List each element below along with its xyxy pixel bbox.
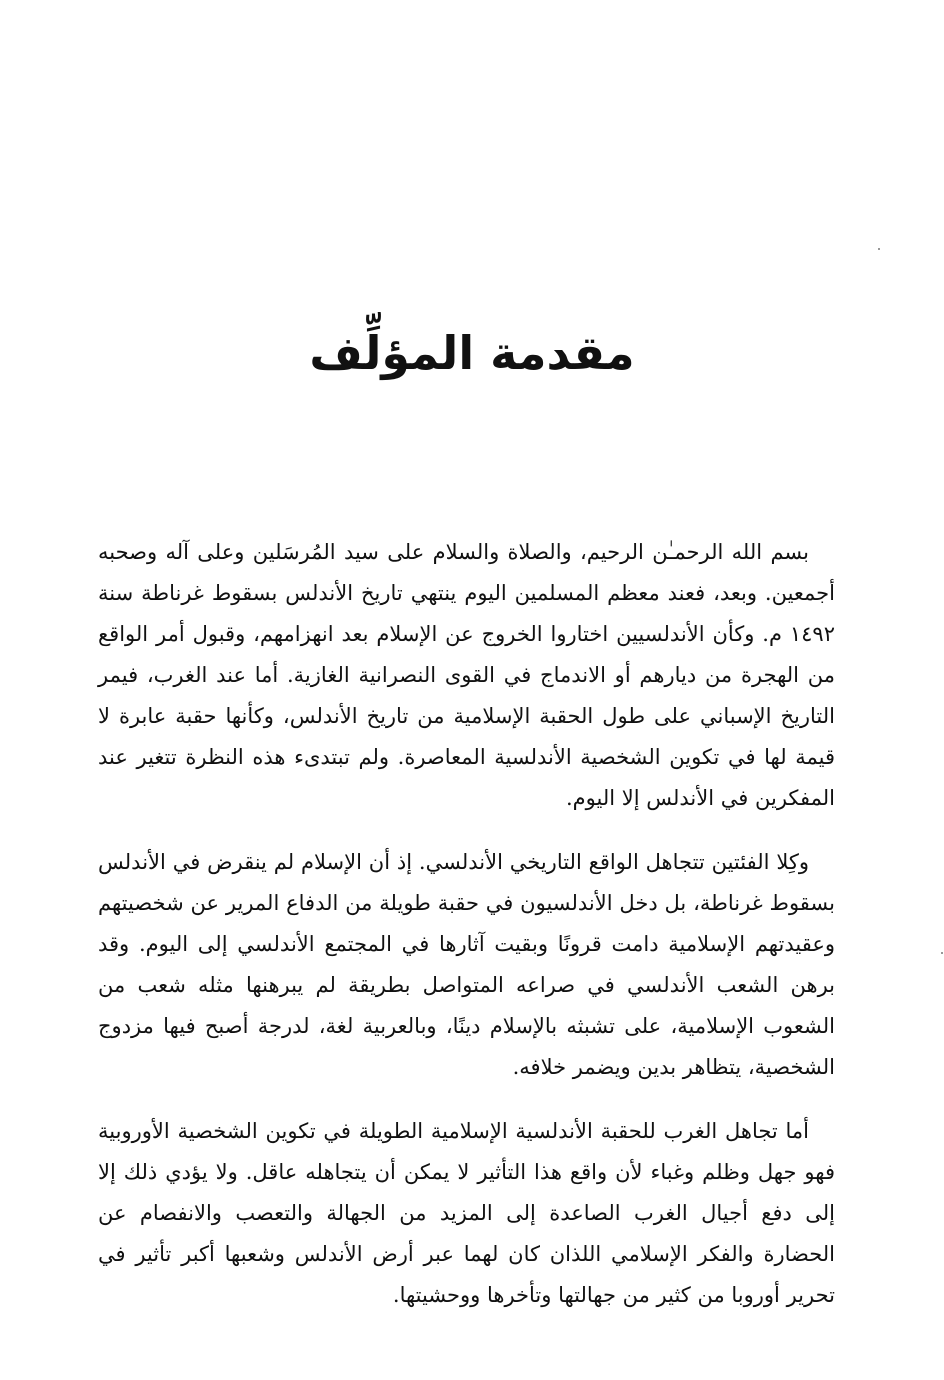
scan-speck — [941, 952, 943, 954]
body-text — [98, 532, 835, 1316]
scan-speck — [878, 248, 880, 250]
paragraph-1: بسم الله الرحمـٰن الرحيم، والصلاة والسلام على سيد المُرسَلين وعلى آله وصحبه أجمعين. وبعد، فعند معظم المسلمين اليوم ينتهي تاريخ الأندلس بسقوط غرناطة سنة ١٤٩٢ م. وكأن الأندلسيين اختاروا الخروج عن الإسلام بعد انهزامهم، وقبول أمر الواقع من الهجرة من ديارهم أو الاندماج في القوى النصرانية الغازية. أما عند الغرب، فيمر التاريخ الإسباني على طول الحقبة الإسلامية من تاريخ الأندلس، وكأنها حقبة عابرة لا قيمة لها في تكوين الشخصية الأندلسية المعاصرة. ولم تبتدىء هذه النظرة تتغير عند المفكرين في الأندلس إلا اليوم. — [98, 540, 835, 810]
paragraph-3: أما تجاهل الغرب للحقبة الأندلسية الإسلامية الطويلة في تكوين الشخصية الأوروبية فهو جهل وظلم وغباء لأن واقع هذا التأثير لا يمكن أن يتجاهله عاقل. ولا يؤدي ذلك إلا إلى دفع أجيال الغرب الصاعدة إلى المزيد من الجهالة والتعصب والانفصام عن الحضارة والفكر الإسلامي اللذان كان لهما عبر أرض الأندلس وشعبها أكبر تأثير في تحرير أوروبا من كثير من جهالتها وتأخرها ووحشيتها. — [98, 1119, 835, 1307]
chapter-title: مقدمة المؤلِّف — [309, 326, 635, 380]
paragraph-2: وكِلا الفئتين تتجاهل الواقع التاريخي الأندلسي. إذ أن الإسلام لم ينقرض في الأندلس بسقوط غرناطة، بل دخل الأندلسيون في حقبة طويلة من الدفاع المرير عن شخصيتهم وعقيدتهم الإسلامية دامت قرونًا وبقيت آثارها في المجتمع الأندلسي إلى اليوم. وقد برهن الشعب الأندلسي في صراعه المتواصل بطريقة لم يبرهنها مثله شعب من الشعوب الإسلامية، على تشبثه بالإسلام دينًا، وبالعربية لغة، لدرجة أصبح فيها مزدوج الشخصية، يتظاهر بدين ويضمر خلافه. — [98, 850, 835, 1079]
